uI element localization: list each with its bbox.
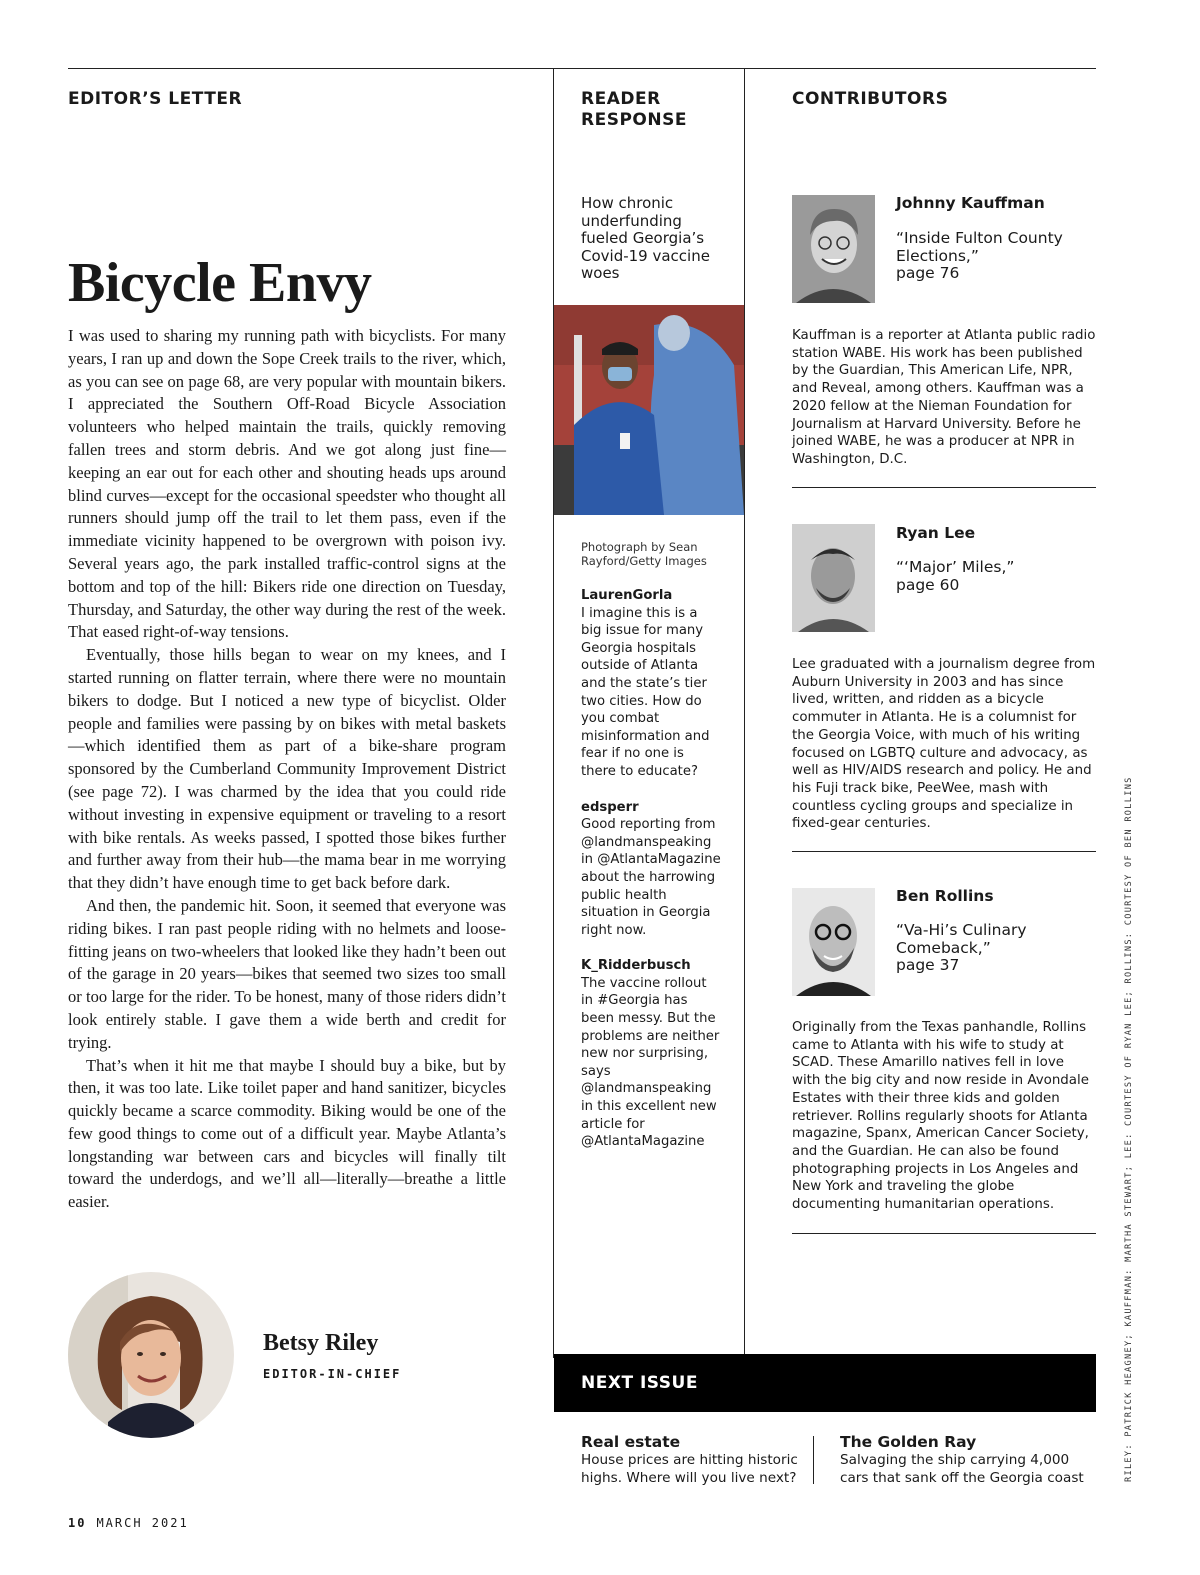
contributor-article-title: “‘Major’ Miles,” <box>896 558 1015 576</box>
comment-handle: edsperr <box>581 799 639 815</box>
reader-comments <box>581 587 721 1169</box>
contributor-article-title: “Inside Fulton County Elections,” <box>896 229 1063 265</box>
column-divider-right <box>744 68 745 1354</box>
next-issue-item <box>581 1433 801 1487</box>
comment-text: I imagine this is a big issue for many Georgia hospitals outside of Atlanta and the state’s tier two cities. How do you combat misinformation and fear if no one is there to educate? <box>581 605 710 779</box>
page-number: 10 <box>68 1516 87 1530</box>
contributor-name: Johnny Kauffman <box>896 194 1045 212</box>
contributor-divider <box>792 1233 1096 1234</box>
contributor-article <box>896 559 1086 594</box>
next-issue-title: Real estate <box>581 1433 681 1451</box>
comment-text: The vaccine rollout in #Georgia has been messy. But the problems are neither new nor surprising, says @landmanspeaking in this excellent new article for @AtlantaMagazine <box>581 975 720 1150</box>
reader-response-teaser: How chronic underfunding fueled Georgia’s Covid-19 vaccine woes <box>581 194 710 283</box>
contributor-article <box>896 230 1086 283</box>
contributor-name: Ryan Lee <box>896 524 976 542</box>
contributor-article <box>896 922 1086 975</box>
contributor-article-page: page 76 <box>896 264 960 283</box>
next-issue-title: The Golden Ray <box>840 1433 977 1451</box>
editor-name: Betsy Riley <box>263 1330 379 1356</box>
letter-paragraph: I was used to sharing my running path with bicyclists. For many years, I ran up and down the Sope Creek trails to the river, which, as you can see on page 68, are very popular with mountain bikers. I appreciated the Southern Off-Road Bicycle Association volunteers who helped maintain the trails, quickly removing fallen trees and storm debris. And we got along just fine—keeping an ear out for each other and shouting heads ups around blind curves—except for the occasional speedster who thought all runners should jump off the trail to let them pass, even if the immediate vicinity happened to be overgrown with poison ivy. Several years ago, the park installed traffic-control signs at the bottom and top of the hill: Bikers ride one direction on Tuesday, Thursday, and Saturday, the other way during the rest of the week. That eased right-of-way tensions. <box>68 326 506 642</box>
contributor-bio: Kauffman is a reporter at Atlanta public radio station WABE. His work has been published by the Guardian, This American Life, NPR, and Reveal, among others. Kauffman was a 2020 fellow at the Nieman Foundation for Journalism at Harvard University. Before he joined WABE, he was a producer at NPR in Washington, D.C. <box>792 328 1096 467</box>
letter-paragraph: That’s when it hit me that maybe I should buy a bike, but by then, it was too late. Like toilet paper and hand sanitizer, bicycles quickly became a scarce commodity. Biking would be one of the few good things to come out of a difficult year. Maybe Atlanta’s longstanding war between cars and bicycles will finally tilt toward the underdogs, and we’ll all—literally—breathe a little easier. <box>68 1055 506 1212</box>
contributors-label: CONTRIBUTORS <box>792 89 949 109</box>
reader-comment <box>581 957 721 1151</box>
photo-credits: RILEY: PATRICK HEAGNEY; KAUFFMAN: MARTHA STEWART; LEE: COURTESY OF RYAN LEE; ROLLINS: COURTESY OF BEN ROLLINS <box>1124 776 1134 1482</box>
headline: Bicycle Envy <box>68 252 372 314</box>
contributor-article-page: page 60 <box>896 575 960 594</box>
next-issue-bar <box>554 1354 1096 1412</box>
comment-handle: LaurenGorla <box>581 588 673 603</box>
letter-paragraph: And then, the pandemic hit. Soon, it seemed that everyone was riding bikes. I ran past people riding with no helmets and loose-fitting jeans on two-wheelers that looked like they hadn’t been out of the garage in 20 years—bikes that seemed two sizes too small or too large for the rider. To be honest, many of those riders didn’t look entirely stable. I gave them a wide berth and credit for trying. <box>68 895 506 1052</box>
reader-comment <box>581 587 721 781</box>
next-issue-item <box>840 1433 1090 1487</box>
letter-paragraph: Eventually, those hills began to wear on my knees, and I started running on flatter terrain, where there were no mountain bikers to dodge. But I noticed a new type of bicyclist. Older people and families were passing by on bikes with metal baskets—which identified them as part of a bike-share program sponsored by the Cumberland Community Improvement District (see page 72). I was charmed by the idea that you could ride without investing in expensive equipment or traveling to a resort with bike rentals. As weeks passed, I spotted those bikes further and further away from their hub—the mama bear in me worrying that they didn’t have enough time to get back before dark. <box>68 645 506 893</box>
reader-response-label: READER RESPONSE <box>581 89 687 130</box>
editor-portrait <box>68 1272 234 1438</box>
next-issue-label: NEXT ISSUE <box>581 1373 698 1393</box>
next-issue-desc: House prices are hitting historic highs. Where will you live next? <box>581 1452 798 1486</box>
vaccine-photo <box>554 305 744 515</box>
top-rule <box>68 68 1096 69</box>
photo-credit: Photograph by Sean Rayford/Getty Images <box>581 540 707 568</box>
comment-handle: K_Ridderbusch <box>581 958 691 974</box>
contributor-divider <box>792 487 1096 488</box>
comment-text: Good reporting from @landmanspeaking in @AtlantaMagazine about the harrowing public health situation in Georgia right now. <box>581 817 721 938</box>
next-issue-desc: Salvaging the ship carrying 4,000 cars that sank off the Georgia coast <box>840 1452 1084 1486</box>
contributor-photo <box>792 524 875 632</box>
contributor-name: Ben Rollins <box>896 887 994 905</box>
contributor-article-page: page 37 <box>896 956 960 975</box>
editors-letter-label: EDITOR’S LETTER <box>68 89 243 109</box>
reader-comment <box>581 799 721 940</box>
contributor-bio: Lee graduated with a journalism degree from Auburn University in 2003 and has since lived, written, and ridden as a bicycle commuter in Atlanta. He is a columnist for the Georgia Voice, with much of his writing focused on LGBTQ culture and advocacy, as well as HIV/AIDS research and policy. He and his Fuji track bike, PeeWee, mash with countless cycling groups and specialize in fixed-gear centuries. <box>792 657 1096 832</box>
contributor-divider <box>792 851 1096 852</box>
letter-body <box>68 325 506 1214</box>
contributor-bio: Originally from the Texas panhandle, Rollins came to Atlanta with his wife to study at SCAD. These Amarillo natives fell in love with the big city and now reside in Avondale Estates with their three kids and golden retriever. Rollins regularly shoots for Atlanta magazine, Spanx, American Cancer Society, and the Guardian. He can also be found photographing projects in Los Angeles and New York and traveling the globe documenting humanitarian operations. <box>792 1020 1089 1213</box>
next-issue-divider <box>813 1436 814 1484</box>
contributor-article-title: “Va-Hi’s Culinary Comeback,” <box>896 921 1027 957</box>
editor-title: EDITOR-IN-CHIEF <box>263 1367 402 1381</box>
column-divider-left <box>553 68 554 1358</box>
contributor-photo <box>792 195 875 303</box>
contributor-photo <box>792 888 875 996</box>
issue-date: MARCH 2021 <box>96 1516 189 1530</box>
folio <box>68 1516 189 1530</box>
